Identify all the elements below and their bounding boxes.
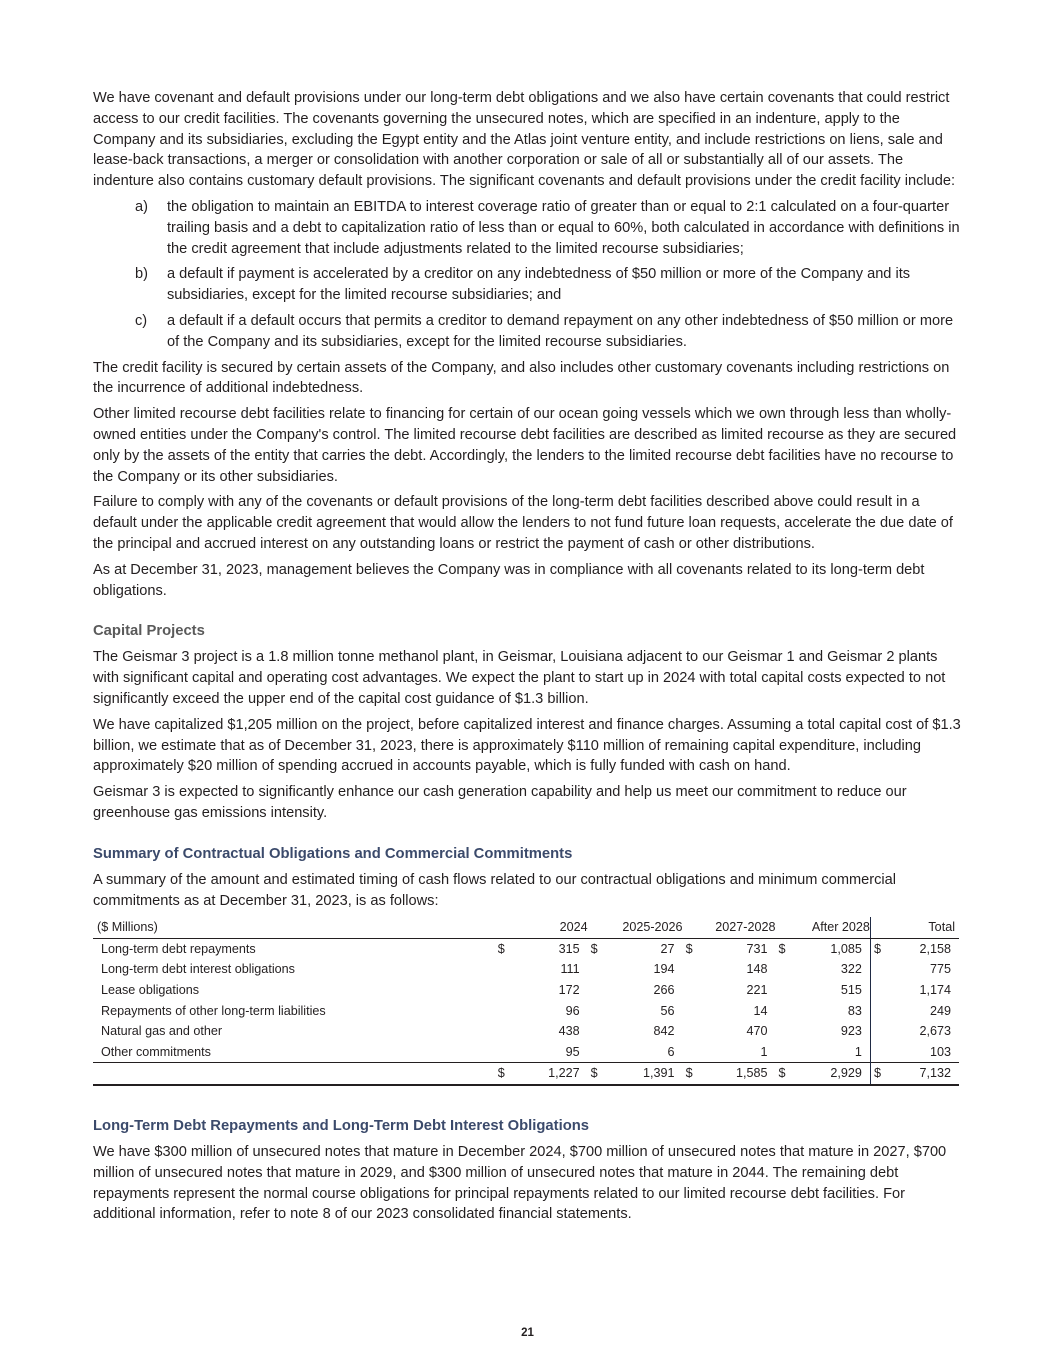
list-item-text: the obligation to maintain an EBITDA to interest coverage ratio of greater than or equal to 2:1 calculated on a four-quarter trailing basis and a debt to capitalization ratio of less than or equal to 60%, both calculated in accordance with definitions in the credit agreement that include adjustments related to the limited recourse subsidiaries; [167, 198, 960, 257]
capital-projects-paragraph: We have capitalized $1,205 million on the project, before capitalized interest and finance charges. Assuming a total capital cost of $1.3 billion, we estimate that as of December 31, 2023, there is approximately $110 million of remaining capital expenditure, including approximately $20 million of spending accrued in accounts payable, which is fully funded with cash on hand. [93, 716, 961, 775]
credit-facility-paragraph: The credit facility is secured by certain assets of the Company, and also includes other customary covenants including restrictions on the incurrence of additional indebtedness. [93, 359, 950, 397]
cell-value: 96 [565, 1003, 580, 1018]
column-header: Total [870, 917, 959, 938]
table-row [93, 1001, 959, 1022]
currency-symbol: $ [870, 938, 885, 959]
obligations-intro: A summary of the amount and estimated timing of cash flows related to our contractual obligations and minimum commercial commitments as at December 31, 2023, is as follows: [93, 871, 897, 909]
cell-value: 322 [840, 962, 862, 977]
table-header-row [93, 917, 959, 938]
cell-value: 315 [558, 941, 580, 956]
cell-value-total: 775 [929, 962, 951, 977]
currency-symbol: $ [685, 941, 693, 956]
total-row-label [93, 1063, 495, 1085]
cell-value: 14 [753, 1003, 768, 1018]
cell-value-total: 249 [929, 1003, 951, 1018]
list-item [93, 197, 963, 259]
list-item-text: a default if payment is accelerated by a creditor on any indebtedness of $50 million or more of the Company and its subsidiaries, except for the limited recourse subsidiaries; and [167, 266, 911, 304]
cell-value: 438 [558, 1024, 580, 1039]
cell-value: 1 [760, 1044, 768, 1059]
cell-value: 148 [746, 962, 768, 977]
list-marker: a) [135, 198, 148, 215]
currency-symbol: $ [683, 1063, 698, 1085]
failure-to-comply-paragraph: Failure to comply with any of the covenants or default provisions of the long-term debt facilities described above could result in a default under the applicable credit agreement that would allow the lenders to not fund future loan requests, accelerate the due date of the principal and accrued interest on any outstanding loans or restrict the payment of cash or other distributions. [93, 494, 953, 552]
cell-value: 172 [558, 983, 580, 998]
row-label: Long-term debt repayments [101, 941, 256, 956]
row-label: Repayments of other long-term liabilities [101, 1003, 326, 1018]
cell-value: 27 [660, 941, 675, 956]
cell-value: 266 [653, 983, 675, 998]
covenant-list [93, 197, 963, 353]
cell-value-total: 2,673 [919, 1024, 951, 1039]
cell-value-total: 1,174 [919, 983, 951, 998]
obligations-heading: Summary of Contractual Obligations and Commercial Commitments [93, 845, 573, 862]
cell-value: 221 [746, 983, 768, 998]
cell-value: 731 [746, 941, 768, 956]
list-item [93, 311, 963, 353]
cell-value: 923 [840, 1024, 862, 1039]
cell-value: 95 [565, 1044, 580, 1059]
list-item-text: a default if a default occurs that permits a creditor to demand repayment on any other indebtedness of $50 million or more of the Company and its subsidiaries, except for the limited recourse subsidiaries. [167, 312, 954, 350]
units-label: ($ Millions) [93, 917, 495, 938]
capital-projects-heading: Capital Projects [93, 623, 205, 640]
list-marker: c) [135, 312, 148, 329]
table-row [93, 938, 959, 959]
total-value: 1,227 [510, 1063, 588, 1085]
document-page [93, 88, 963, 1230]
table-total-row [93, 1063, 959, 1085]
row-label: Long-term debt interest obligations [101, 962, 295, 977]
total-value: 1,585 [698, 1063, 776, 1085]
column-header: 2025-2026 [588, 917, 683, 938]
total-value: 1,391 [603, 1063, 683, 1085]
compliance-paragraph: As at December 31, 2023, management believes the Company was in compliance with all covenants related to its long-term debt obligations. [93, 561, 925, 599]
cell-value: 470 [746, 1024, 768, 1039]
row-label: Natural gas and other [101, 1024, 223, 1039]
currency-symbol: $ [870, 1063, 885, 1085]
list-item [93, 264, 963, 306]
cell-value: 515 [840, 983, 862, 998]
column-header: After 2028 [776, 917, 871, 938]
currency-symbol: $ [778, 941, 786, 956]
column-header: 2027-2028 [683, 917, 776, 938]
currency-symbol: $ [776, 1063, 791, 1085]
cell-value-total: 103 [929, 1044, 951, 1059]
table-row [93, 959, 959, 980]
currency-symbol: $ [495, 1063, 510, 1085]
list-marker: b) [135, 266, 148, 283]
cell-value: 842 [653, 1024, 675, 1039]
cell-value: 56 [660, 1003, 675, 1018]
row-label: Lease obligations [101, 983, 200, 998]
column-header: 2024 [495, 917, 588, 938]
cell-value: 1 [854, 1044, 862, 1059]
currency-symbol: $ [590, 941, 598, 956]
row-label: Other commitments [101, 1044, 211, 1059]
capital-projects-paragraph: Geismar 3 is expected to significantly enhance our cash generation capability and help us meet our commitment to reduce our greenhouse gas emissions intensity. [93, 784, 907, 821]
intro-paragraph: We have covenant and default provisions under our long-term debt obligations and we also have certain covenants that could restrict access to our credit facilities. The covenants governing the unsecured notes, which are specified in an indenture, apply to the Company and its subsidiaries, excluding the Egypt entity and the Atlas joint venture entity, and include restrictions on liens, sale and lease-back transactions, a merger or consolidation with another corporation or sale of all or substantially all of our assets. The indenture also contains customary default provisions. The significant covenants and default provisions under the credit facility include: [93, 90, 956, 190]
debt-repayments-paragraph: We have $300 million of unsecured notes that mature in December 2024, $700 million of unsecured notes that mature in 2027, $700 million of unsecured notes that mature in 2029, and $300 million of unsecured notes that mature in 2044. The remaining debt repayments represent the normal course obligations for principal repayments related to our limited recourse debt facilities. For additional information, refer to note 8 of our 2023 consolidated financial statements. [93, 1144, 947, 1223]
currency-symbol: $ [497, 941, 505, 956]
table-row [93, 1021, 959, 1042]
page-number: 21 [521, 1327, 534, 1339]
cell-value: 194 [653, 962, 675, 977]
cell-value: 6 [667, 1044, 675, 1059]
cell-value: 111 [560, 962, 580, 977]
cell-value: 1,085 [830, 941, 862, 956]
debt-repayments-heading: Long-Term Debt Repayments and Long-Term Debt Interest Obligations [93, 1118, 590, 1135]
table-row [93, 980, 959, 1001]
obligations-table [93, 917, 959, 1086]
table-row [93, 1042, 959, 1063]
cell-value: 83 [847, 1003, 862, 1018]
limited-recourse-paragraph: Other limited recourse debt facilities relate to financing for certain of our ocean going vessels which we own through less than wholly-owned entities under the Company's control. The limited recourse debt facilities are described as limited recourse as they are secured only by the assets of the entity that carries the debt. Accordingly, the lenders to the limited recourse debt facilities have no recourse to the Company or its other subsidiaries. [93, 406, 957, 485]
grand-total-value: 7,132 [886, 1063, 959, 1085]
currency-symbol: $ [588, 1063, 603, 1085]
cell-value-total: 2,158 [919, 941, 951, 956]
capital-projects-paragraph: The Geismar 3 project is a 1.8 million tonne methanol plant, in Geismar, Louisiana adjacent to our Geismar 1 and Geismar 2 plants with significant capital and operating cost advantages. We expect the plant to start up in 2024 with total capital costs expected to not significantly exceed the upper end of the capital cost guidance of $1.3 billion. [93, 649, 946, 707]
total-value: 2,929 [790, 1063, 870, 1085]
